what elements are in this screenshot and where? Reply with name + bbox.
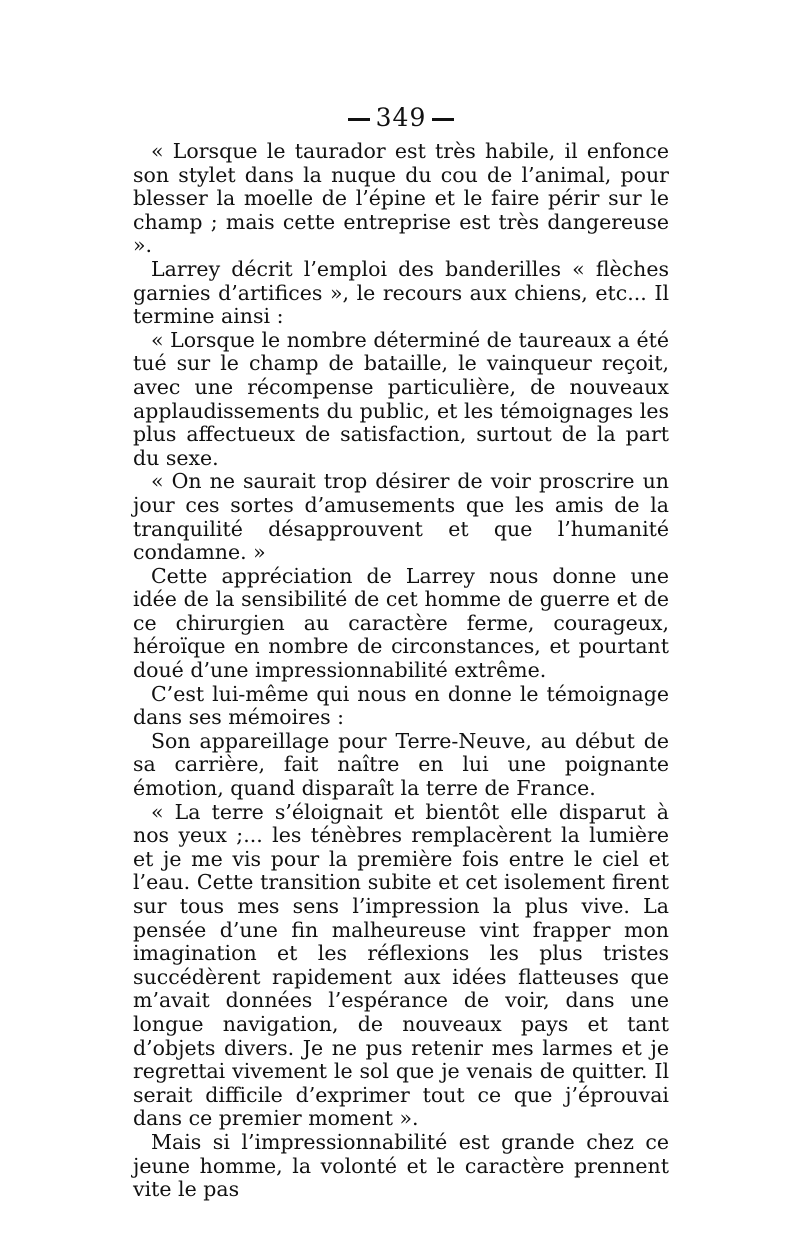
paragraph-1: « Lorsque le taurador est très habile, il enfonce son stylet dans la nuque du cou de l’animal, pour blesser la moelle de l’épine et le faire périr sur le champ ; mais cette entreprise est très dangereuse ». bbox=[133, 139, 669, 258]
page-number: 349 bbox=[375, 103, 427, 132]
paragraph-4: « On ne saurait trop désirer de voir proscrire un jour ces sortes d’amusements que les amis de la tranquilité désapprouvent et que l’humanité condamne. » bbox=[133, 469, 669, 565]
paragraph-7: Son appareillage pour Terre-Neuve, au début de sa carrière, fait naître en lui une poignante émotion, quand disparaît la terre de France. bbox=[133, 728, 669, 801]
paragraph-6: C’est lui-même qui nous en donne le témoignage dans ses mémoires : bbox=[133, 681, 669, 730]
book-page bbox=[133, 100, 669, 1202]
page-number-header bbox=[133, 100, 669, 136]
left-dash-ornament bbox=[348, 118, 370, 121]
paragraph-5: Cette appréciation de Larrey nous donne une idée de la sensibilité de cet homme de guerre et de ce chirurgien au caractère ferme, courageux, héroïque en nombre de circonstances, et pourtant doué d’une impressionnabilité extrême. bbox=[133, 563, 669, 683]
right-dash-ornament bbox=[432, 118, 454, 121]
paragraph-2: Larrey décrit l’emploi des banderilles « flèches garnies d’artifices », le recours aux chiens, etc... Il termine ainsi : bbox=[133, 256, 669, 329]
paragraph-3: « Lorsque le nombre déterminé de taureaux a été tué sur le champ de bataille, le vainqueur reçoit, avec une récompense particulière, de nouveaux applaudissements du public, et les témoignages les plus affectueux de satisfaction, surtout de la part du sexe. bbox=[133, 327, 669, 470]
paragraph-8: « La terre s’éloignait et bientôt elle disparut à nos yeux ;... les ténèbres remplacèrent la lumière et je me vis pour la première fois entre le ciel et l’eau. Cette transition subite et cet isolement firent sur tous mes sens l’impression la plus vive. La pensée d’une fin malheureuse vint frapper mon imagination et les réflexions les plus tristes succédèrent rapidement aux idées flatteuses que m’avait données l’espérance de voir, dans une longue navigation, de nouveaux pays et tant d’objets divers. Je ne pus retenir mes larmes et je regrettai vivement le sol que je venais de quitter. Il serait difficile d’exprimer tout ce que j’éprouvai dans ce premier moment ». bbox=[133, 799, 669, 1131]
paragraph-9: Mais si l’impressionnabilité est grande chez ce jeune homme, la volonté et le caractère prennent vite le pas bbox=[133, 1129, 669, 1202]
